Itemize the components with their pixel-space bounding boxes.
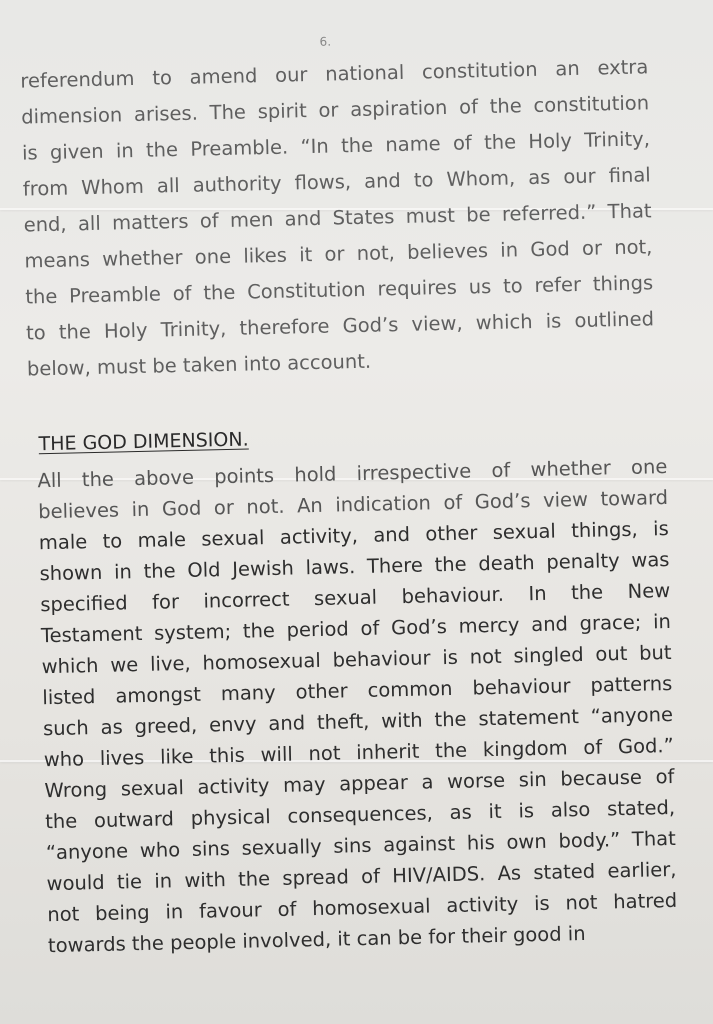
text-line: is given in the Preamble. “In the name of the Holy Trinity, xyxy=(21,127,651,165)
text-line: the outward physical consequences, as it is also stated, xyxy=(44,795,676,834)
text-line: referendum to amend our national constitution an extra xyxy=(20,55,649,93)
text-line: below, must be taken into account. xyxy=(26,349,372,381)
text-line: not being in favour of homosexual activity is not hatred xyxy=(47,888,678,927)
text-line: All the above points hold irrespective of whether one xyxy=(37,455,668,493)
text-line: means whether one likes it or not, believes in God or not, xyxy=(24,235,653,273)
text-line: to the Holy Trinity, therefore God’s view, which is outlined xyxy=(25,307,655,345)
text-line: such as greed, envy and theft, with the statement “anyone xyxy=(42,702,674,741)
page-number: 6. xyxy=(319,34,332,49)
text-line: shown in the Old Jewish laws. There the death penalty was xyxy=(39,547,670,586)
text-line: who lives like this will not inherit the kingdom of God.” xyxy=(43,733,674,772)
text-line: towards the people involved, it can be for their good in xyxy=(47,921,586,958)
paragraph-preamble xyxy=(0,0,702,381)
section-heading: THE GOD DIMENSION. xyxy=(38,428,249,456)
text-line: Wrong sexual activity may appear a worse sin because of xyxy=(44,764,675,803)
text-line: from Whom all authority flows, and to Whom, as our final xyxy=(22,163,651,201)
text-line: “anyone who sins sexually sins against his own body.” That xyxy=(45,826,677,865)
text-line: Testament system; the period of God’s mercy and grace; in xyxy=(40,609,672,648)
text-line: would tie in with the spread of HIV/AIDS. As stated earlier, xyxy=(46,857,677,896)
text-line: which we live, homosexual behaviour is not singled out but xyxy=(41,640,672,679)
text-line: end, all matters of men and States must be referred.” That xyxy=(23,199,652,237)
text-line: specified for incorrect sexual behaviour. In the New xyxy=(40,578,671,617)
text-line: the Preamble of the Constitution requires us to refer things xyxy=(25,271,654,309)
text-line: believes in God or not. An indication of God’s view toward xyxy=(37,486,669,524)
text-line: listed amongst many other common behaviour patterns xyxy=(42,671,673,710)
text-line: dimension arises. The spirit or aspiration of the constitution xyxy=(20,91,650,129)
text-line: male to male sexual activity, and other sexual things, is xyxy=(38,517,669,555)
